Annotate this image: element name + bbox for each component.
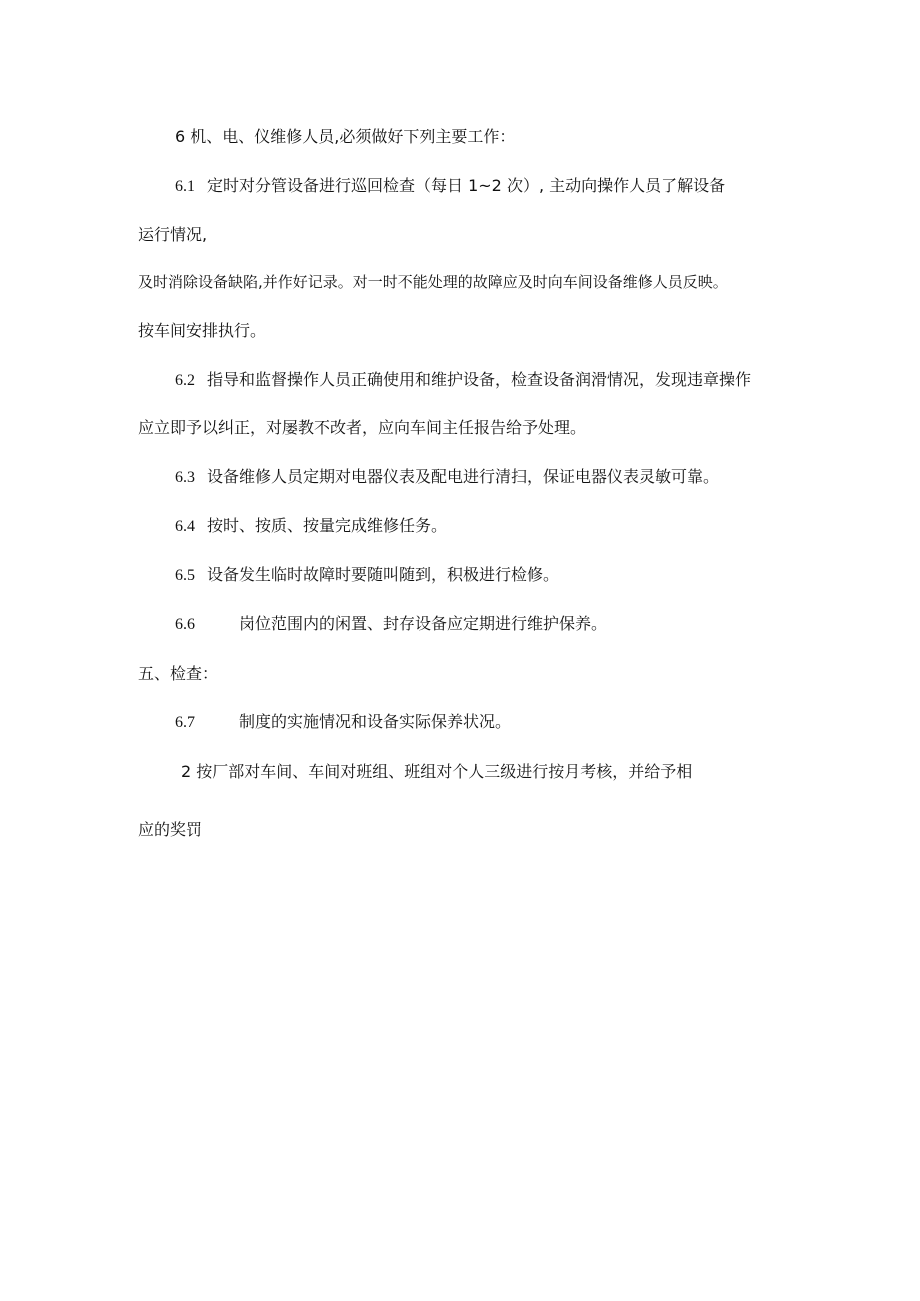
item-number: 6.4 xyxy=(175,518,195,535)
item-6-1 xyxy=(175,176,725,197)
item-text: 制度的实施情况和设备实际保养状况。 xyxy=(239,712,512,731)
item-number: 6.7 xyxy=(175,714,195,731)
item-6-1-continuation-1: 运行情况, xyxy=(138,225,208,244)
item-6-5 xyxy=(175,565,559,586)
item-text: 设备维修人员定期对电器仪表及配电进行清扫，保证电器仪表灵敏可靠。 xyxy=(207,467,720,486)
item-6-1-continuation-2: 及时消除设备缺陷,并作好记录。对一时不能处理的故障应及时向车间设备维修人员反映。 xyxy=(138,273,728,291)
item-number: 6.3 xyxy=(175,469,195,486)
item-6-1-continuation-3: 按车间安排执行。 xyxy=(138,321,267,340)
item-6-6 xyxy=(175,614,607,635)
section-5-heading: 五、检查： xyxy=(138,664,219,683)
item-6-4 xyxy=(175,516,447,537)
item-6-7 xyxy=(175,712,511,733)
item-2-continuation-1: 应的奖罚 xyxy=(138,820,203,839)
item-2: 2 按厂部对车间、车间对班组、班组对个人三级进行按月考核，并给予相 xyxy=(181,762,693,781)
item-text: 按时、按质、按量完成维修任务。 xyxy=(207,516,448,535)
item-number: 6.5 xyxy=(175,567,195,584)
item-number: 6.6 xyxy=(175,616,195,633)
item-text: 定时对分管设备进行巡回检查（每日 1~2 次）, 主动向操作人员了解设备 xyxy=(207,176,726,195)
item-6-3 xyxy=(175,467,719,488)
item-number: 6.1 xyxy=(175,178,195,195)
item-text: 设备发生临时故障时要随叫随到，积极进行检修。 xyxy=(207,565,560,584)
item-number: 6.2 xyxy=(175,372,195,389)
item-6-2-continuation-1: 应立即予以纠正，对屡教不改者，应向车间主任报告给予处理。 xyxy=(138,418,587,437)
item-text: 岗位范围内的闲置、封存设备应定期进行维护保养。 xyxy=(239,614,608,633)
item-6-2 xyxy=(175,370,751,391)
paragraph-6-intro: 6 机、电、仪维修人员,必须做好下列主要工作： xyxy=(175,127,516,146)
item-text: 指导和监督操作人员正确使用和维护设备，检查设备润滑情况，发现违章操作 xyxy=(207,370,752,389)
